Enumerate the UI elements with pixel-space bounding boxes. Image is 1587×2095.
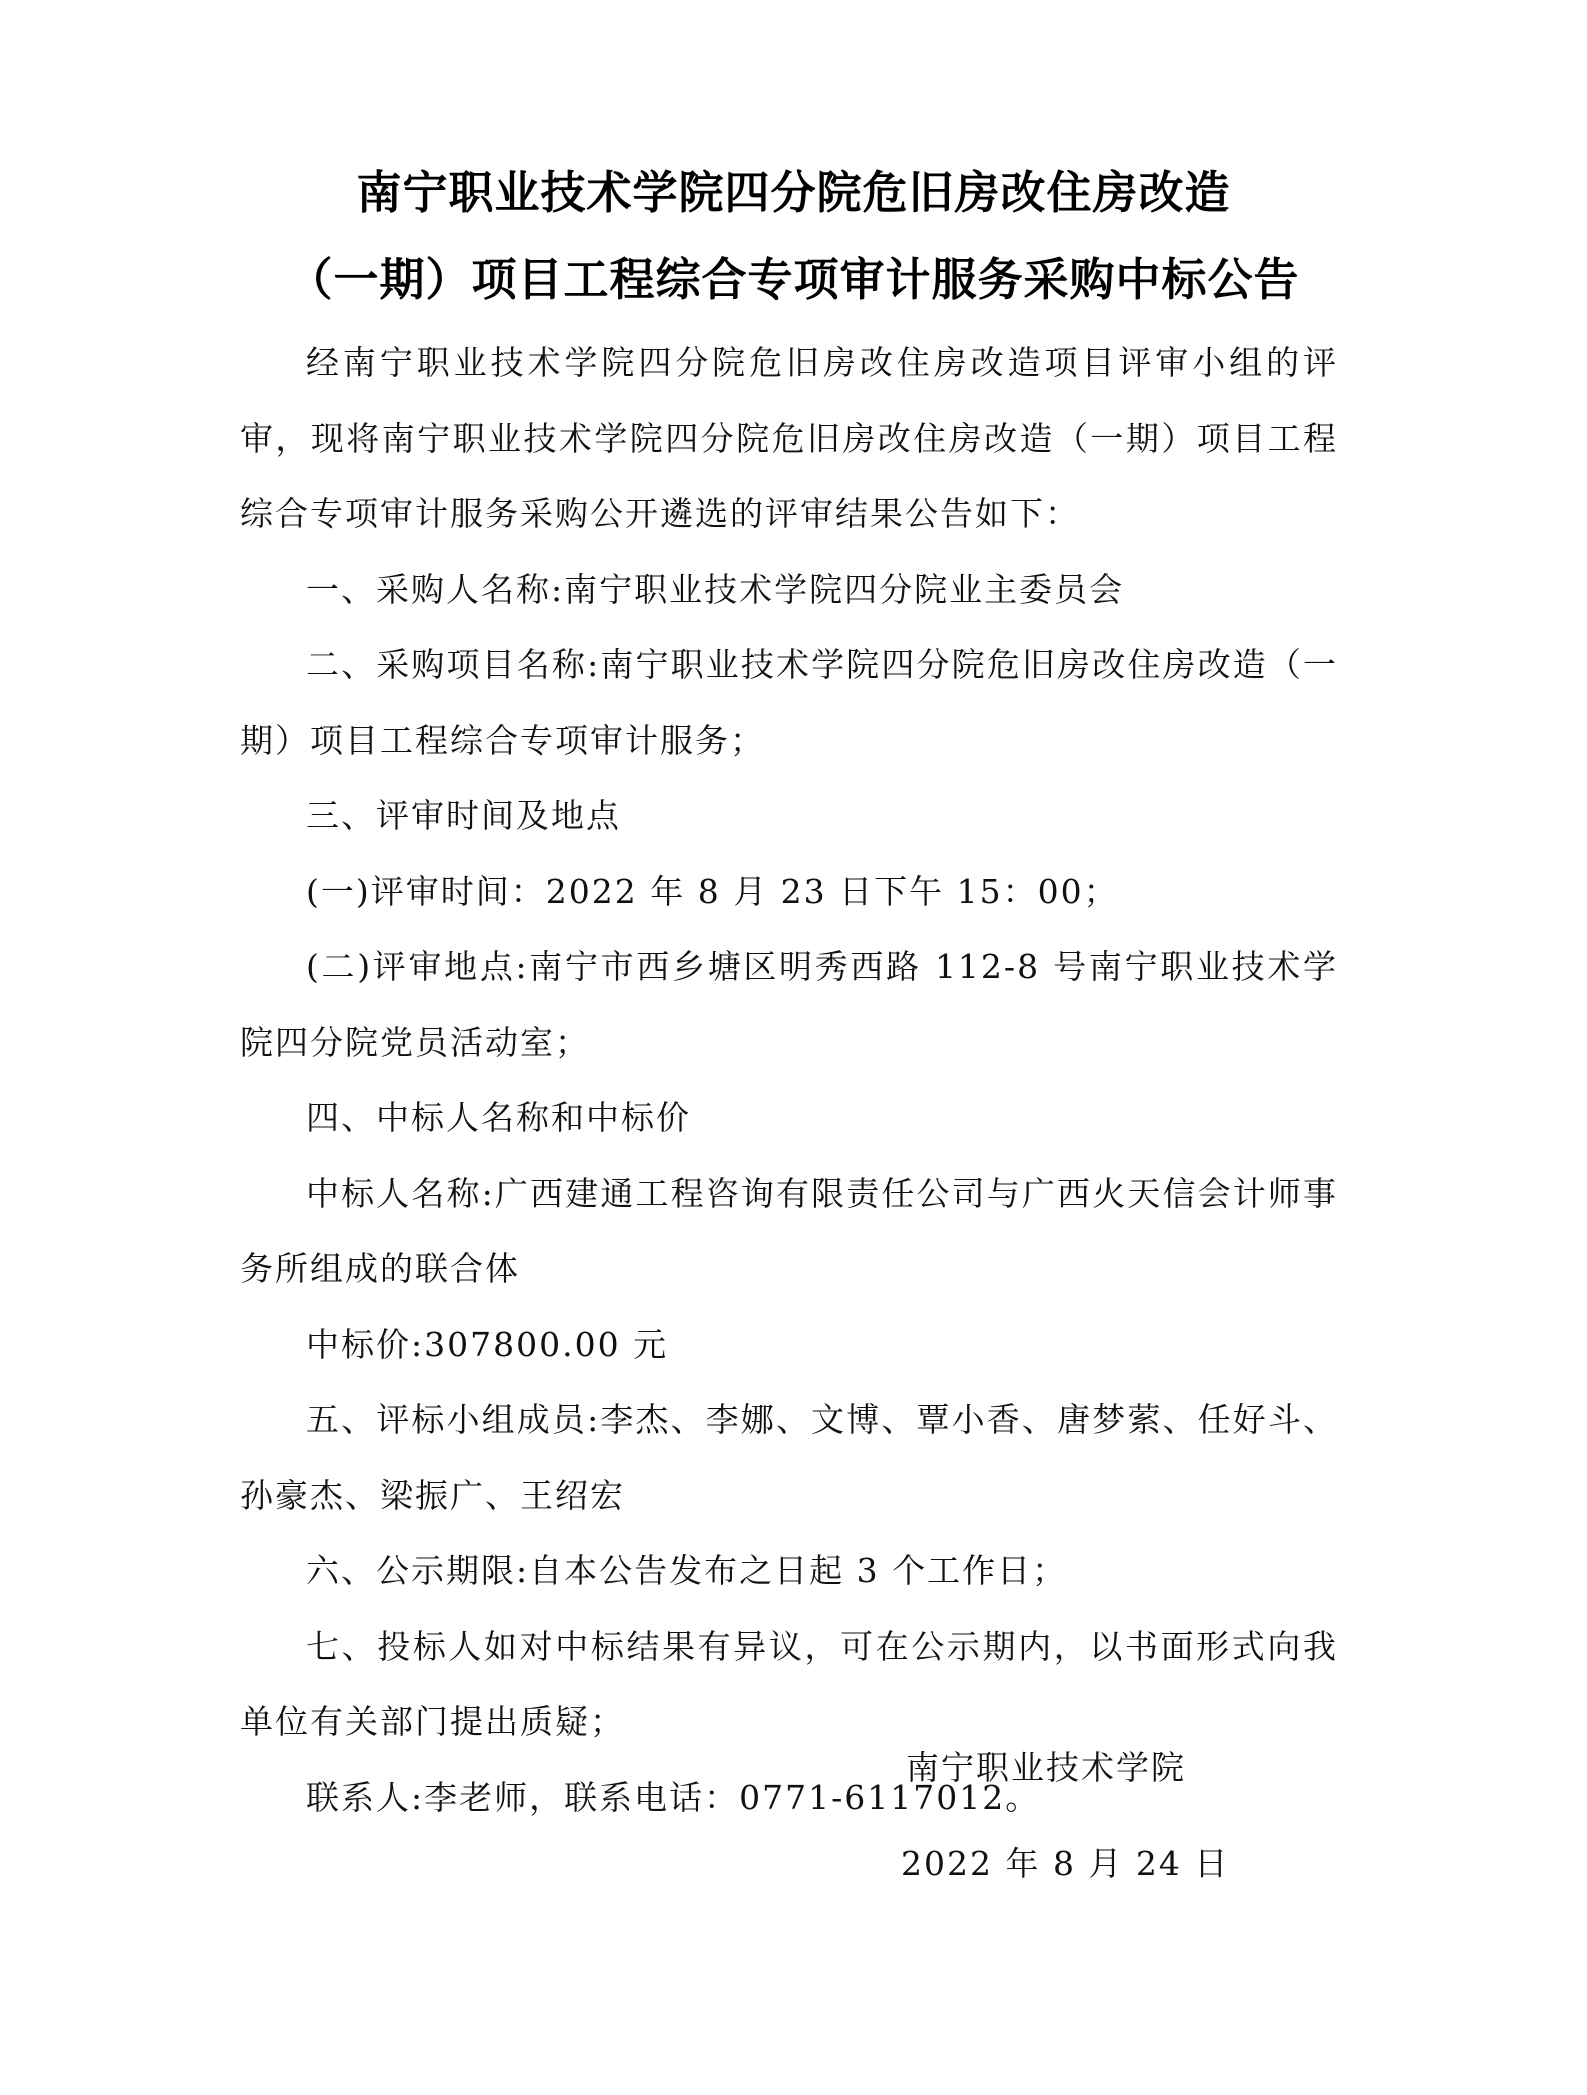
review-time-paragraph: (一)评审时间：2022 年 8 月 23 日下午 15：00； [306,871,1119,911]
intro-paragraph: 经南宁职业技术学院四分院危旧房改住房改造项目评审小组的评审，现将南宁职业技术学院四分院危旧房改住房改造（一期）项目工程综合专项审计服务采购公开遴选的评审结果公告如下： [240,343,1338,533]
document-title-line-1: 南宁职业技术学院四分院危旧房改住房改造 [356,166,1231,219]
review-panel-paragraph: 五、评标小组成员:李杰、李娜、文博、覃小香、唐梦萦、任好斗、孙豪杰、梁振广、王绍宏 [240,1400,1338,1515]
publicity-period-paragraph: 六、公示期限:自本公告发布之日起 3 个工作日； [306,1551,1068,1590]
review-time-place-heading: 三、评审时间及地点 [306,796,621,835]
signature-organization: 南宁职业技术学院 [906,1748,1186,1787]
review-place-paragraph: (二)评审地点:南宁市西乡塘区明秀西路 112-8 号南宁职业技术学院四分院党员活动室； [240,947,1338,1062]
signature-date: 2022 年 8 月 24 日 [901,1844,1230,1883]
contact-paragraph: 联系人:李老师，联系电话：0771-6117012。 [306,1777,1041,1817]
document-body [240,325,1338,1835]
winning-price-paragraph: 中标价:307800.00 元 [306,1324,669,1364]
objection-paragraph: 七、投标人如对中标结果有异议，可在公示期内，以书面形式向我单位有关部门提出质疑； [240,1626,1338,1741]
winner-name-paragraph: 中标人名称:广西建通工程咨询有限责任公司与广西火天信会计师事务所组成的联合体 [240,1173,1338,1288]
winner-heading: 四、中标人名称和中标价 [306,1098,691,1137]
document-title-line-2: （一期）项目工程综合专项审计服务采购中标公告 [287,253,1300,306]
purchaser-name-paragraph: 一、采购人名称:南宁职业技术学院四分院业主委员会 [306,569,1125,609]
project-name-paragraph: 二、采购项目名称:南宁职业技术学院四分院危旧房改住房改造（一期）项目工程综合专项审计服务； [240,645,1338,760]
